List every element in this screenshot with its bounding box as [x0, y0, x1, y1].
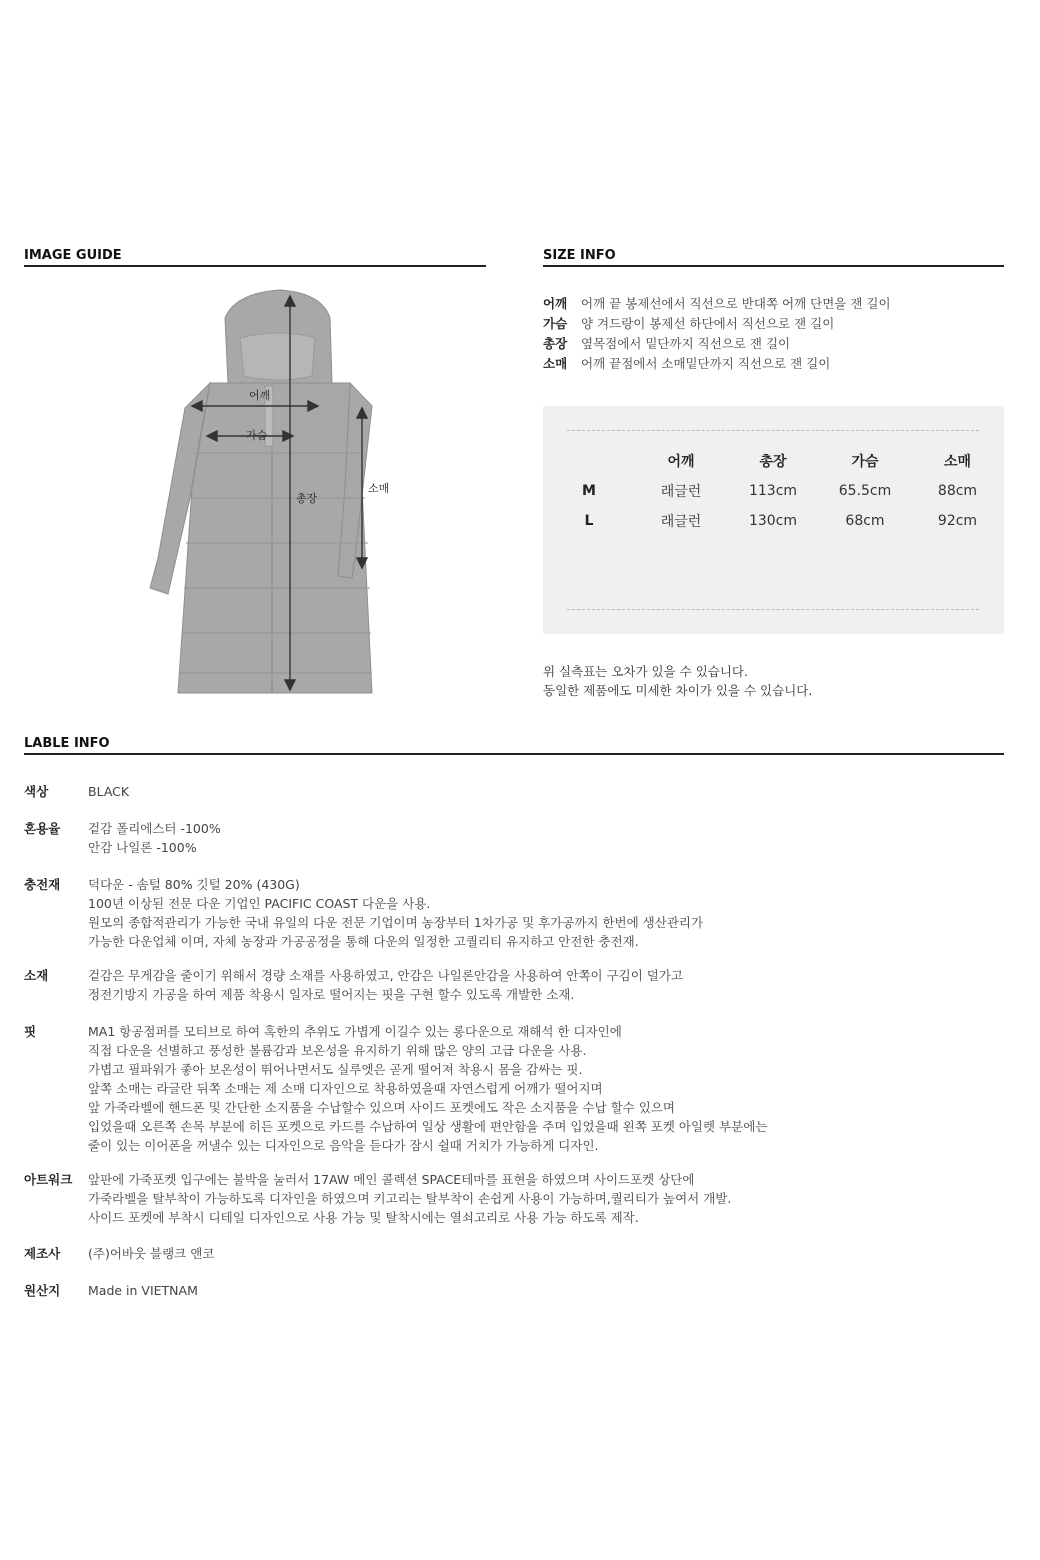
- definition-term: 가슴: [543, 316, 568, 331]
- label-line: 100년 이상된 전문 다운 기업인 PACIFIC COAST 다운을 사용.: [88, 896, 431, 911]
- label-row-filling: [24, 875, 703, 951]
- size-table: [543, 446, 1004, 536]
- label-key: 충전재: [24, 877, 61, 892]
- label-value: [88, 875, 703, 951]
- table-cell: M: [582, 483, 596, 499]
- label-row-color: [24, 782, 129, 801]
- table-header: 어깨: [667, 454, 695, 470]
- table-cell: 88cm: [937, 483, 978, 499]
- size-info-title: SIZE INFO: [543, 248, 1004, 267]
- table-row: [543, 506, 1004, 536]
- label-line: 정전기방지 가공을 하여 제품 착용시 일자로 떨어지는 핏을 구현 할수 있도록 개발한 소재.: [88, 987, 575, 1002]
- table-header: 가슴: [851, 454, 879, 470]
- definition-term: 소매: [543, 356, 568, 371]
- label-line: 앞 가죽라벨에 핸드폰 및 간단한 소지품을 수납할수 있으며 사이드 포켓에도 작은 소지품을 수납 할수 있으며: [88, 1100, 675, 1115]
- label-row-material: [24, 966, 683, 1004]
- table-cell: 92cm: [937, 513, 978, 529]
- label-key: 제조사: [24, 1246, 61, 1261]
- label-row-origin: [24, 1281, 198, 1300]
- label-line: MA1 항공점퍼를 모티브로 하여 혹한의 추위도 가볍게 이길수 있는 롱다운으로 재해석 한 디자인에: [88, 1024, 622, 1039]
- shoulder-label: 어깨: [249, 389, 271, 402]
- definition-row: [543, 314, 891, 334]
- label-row-artwork: [24, 1170, 731, 1227]
- label-line: 원모의 종합적관리가 가능한 국내 유일의 다운 전문 기업이며 농장부터 1차가공 및 후가공까지 한번에 생산관리가: [88, 915, 704, 930]
- table-header: [543, 446, 635, 476]
- label-line: (주)어바웃 블랭크 앤코: [88, 1246, 215, 1261]
- table-cell: 래글런: [660, 514, 702, 530]
- definition-row: [543, 294, 891, 314]
- label-line: 덕다운 - 솜털 80% 깃털 20% (430G): [88, 877, 300, 892]
- label-key: 핏: [24, 1024, 37, 1039]
- note-line: 동일한 제품에도 미세한 차이가 있을 수 있습니다.: [543, 683, 813, 698]
- size-definitions: [543, 294, 891, 374]
- label-line: 안감 나일론 -100%: [88, 840, 197, 855]
- label-value: [88, 966, 683, 1004]
- label-line: 앞쪽 소매는 라글란 뒤쪽 소매는 제 소매 디자인으로 착용하였을때 자연스럽게 어깨가 떨어지며: [88, 1081, 603, 1096]
- label-line: 겉감은 무게감을 줄이기 위해서 경량 소재를 사용하였고, 안감은 나일론안감을 사용하여 안쪽이 구김이 덜가고: [88, 968, 684, 983]
- image-guide-title: IMAGE GUIDE: [24, 248, 486, 267]
- definition-term: 어깨: [543, 296, 568, 311]
- table-cell: 68cm: [845, 513, 885, 529]
- label-key: 색상: [24, 784, 49, 799]
- definition-desc: 어깨 끝 봉제선에서 직선으로 반대쪽 어깨 단면을 잰 길이: [581, 296, 891, 311]
- table-cell: 130cm: [748, 513, 798, 529]
- label-line: 줄이 있는 이어폰을 꺼낼수 있는 디자인으로 음악을 듣다가 잠시 쉴때 거치가 가능하게 디자인.: [88, 1138, 599, 1153]
- definition-row: [543, 354, 891, 374]
- label-value: [88, 1281, 198, 1300]
- table-cell: 래글런: [660, 484, 702, 500]
- definition-desc: 옆목점에서 밑단까지 직선으로 잰 길이: [581, 336, 791, 351]
- table-header: 총장: [759, 454, 787, 470]
- label-value: [88, 1244, 214, 1263]
- dashed-divider: [567, 609, 979, 610]
- label-row-fit: [24, 1022, 767, 1155]
- label-key: 아트워크: [24, 1172, 73, 1187]
- label-row-manufacturer: [24, 1244, 214, 1263]
- label-line: 입었을때 오른쪽 손목 부분에 히든 포켓으로 카드를 수납하여 일상 생활에 편안함을 주며 입었을때 왼쪽 포켓 아일렛 부분에는: [88, 1119, 768, 1134]
- label-line: 가볍고 필파워가 좋아 보온성이 뛰어나면서도 실루엣은 곧게 떨어져 착용시 몸을 감싸는 핏.: [88, 1062, 583, 1077]
- label-line: 사이드 포켓에 부착시 디테일 디자인으로 사용 가능 및 탈착시에는 열쇠고리로 사용 가능 하도록 제작.: [88, 1210, 639, 1225]
- sleeve-label: 소매: [368, 482, 390, 495]
- label-value: [88, 819, 221, 857]
- definition-desc: 어깨 끝점에서 소매밑단까지 직선으로 잰 길이: [581, 356, 831, 371]
- label-key: 소재: [24, 968, 49, 983]
- table-cell: 65.5cm: [838, 483, 892, 499]
- definition-desc: 양 겨드랑이 봉제선 하단에서 직선으로 잰 길이: [581, 316, 835, 331]
- table-cell: L: [584, 513, 594, 529]
- label-line: 앞판에 가죽포켓 입구에는 불박을 눌러서 17AW 메인 콜렉션 SPACE테마를 표현을 하였으며 사이드포켓 상단에: [88, 1172, 695, 1187]
- label-line: 가죽라벨을 탈부착이 가능하도록 디자인을 하였으며 키고리는 탈부착이 손쉽게 사용이 가능하며,퀄리티가 높여서 개발.: [88, 1191, 732, 1206]
- label-key: 원산지: [24, 1283, 61, 1298]
- label-line: 직접 다운을 선별하고 풍성한 볼륨감과 보온성을 유지하기 위해 많은 양의 고급 다운을 사용.: [88, 1043, 587, 1058]
- label-key: 혼용율: [24, 821, 61, 836]
- label-line: 겉감 폴리에스터 -100%: [88, 821, 221, 836]
- table-header-row: [543, 446, 1004, 476]
- definition-row: [543, 334, 891, 354]
- label-line: Made in VIETNAM: [88, 1283, 198, 1298]
- dashed-divider: [567, 430, 979, 431]
- label-line: BLACK: [88, 784, 130, 799]
- size-table-box: [543, 406, 1004, 634]
- definition-term: 총장: [543, 336, 568, 351]
- measurement-note: [543, 662, 812, 700]
- label-line: 가능한 다운업체 이며, 자체 농장과 가공공정을 통해 다운의 일정한 고퀄리티 유지하고 안전한 충전재.: [88, 934, 639, 949]
- label-row-composition: [24, 819, 221, 857]
- label-value: [88, 782, 129, 801]
- label-value: [88, 1170, 731, 1227]
- chest-label: 가슴: [246, 429, 268, 442]
- table-header: 소매: [943, 454, 972, 470]
- label-info-title: LABLE INFO: [24, 736, 1004, 755]
- label-value: [88, 1022, 767, 1155]
- table-cell: 113cm: [748, 483, 798, 499]
- table-row: [543, 476, 1004, 506]
- length-label: 총장: [296, 492, 318, 505]
- note-line: 위 실측표는 오차가 있을 수 있습니다.: [543, 664, 748, 679]
